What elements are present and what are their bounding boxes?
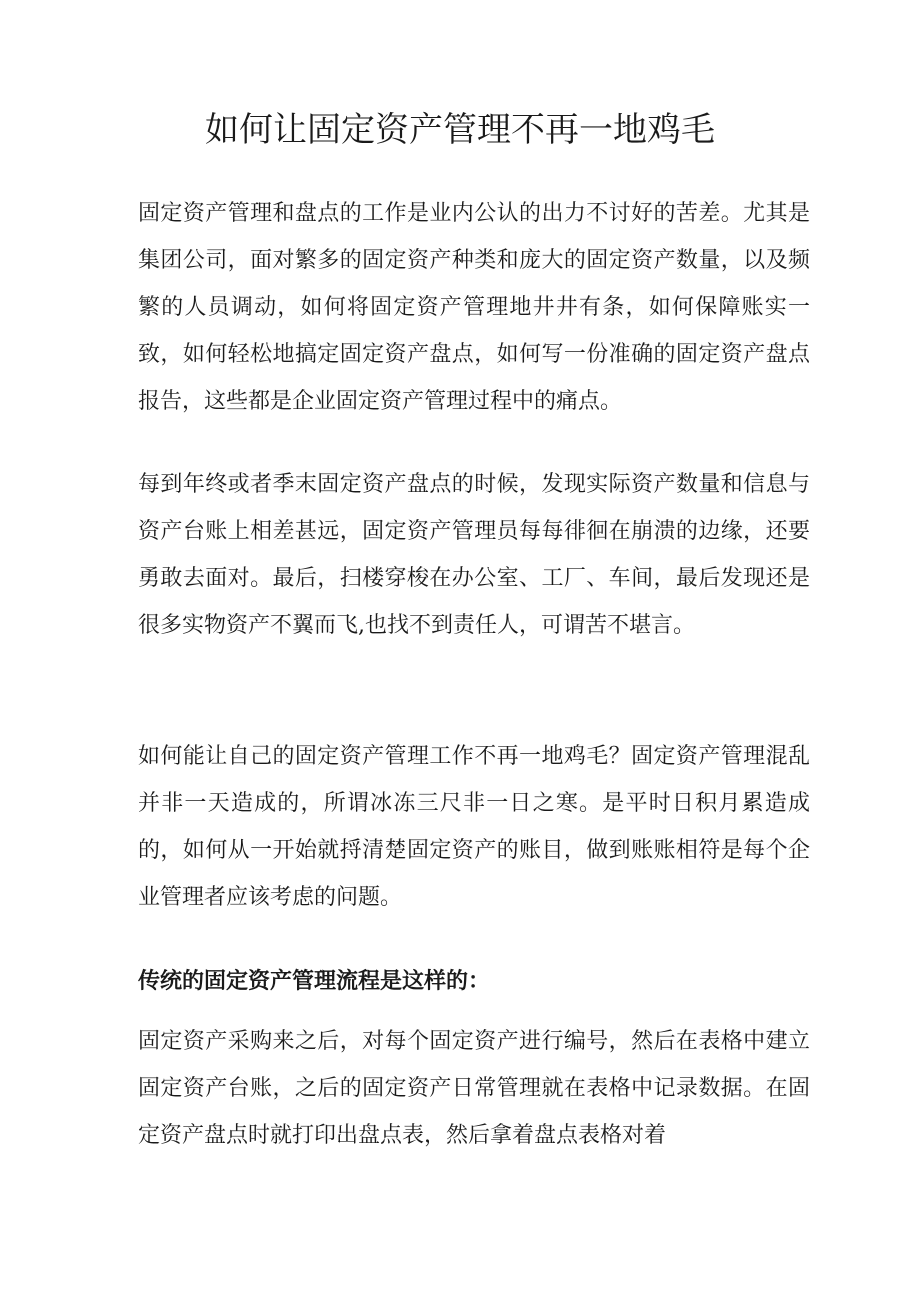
- document-title: 如何让固定资产管理不再一地鸡毛: [205, 110, 715, 150]
- paragraph-2: 每到年终或者季末固定资产盘点的时候，发现实际资产数量和信息与资产台账上相差甚远，固定资产管理员每每徘徊在崩溃的边缘，还要勇敢去面对。最后，扫楼穿梭在办公室、工厂、车间，最后发现还是很多实物资产不翼而飞,也找不到责任人，可谓苦不堪言。: [138, 472, 810, 638]
- section-heading: 传统的固定资产管理流程是这样的：: [138, 968, 491, 994]
- paragraph-3: 如何能让自己的固定资产管理工作不再一地鸡毛？固定资产管理混乱并非一天造成的，所谓冰冻三尺非一日之寒。是平时日积月累造成的，如何从一开始就捋清楚固定资产的账目，做到账账相符是每个企业管理者应该考虑的问题。: [138, 744, 810, 910]
- paragraph-4: 固定资产采购来之后，对每个固定资产进行编号，然后在表格中建立固定资产台账，之后的固定资产日常管理就在表格中记录数据。在固定资产盘点时就打印出盘点表，然后拿着盘点表格对着: [138, 1029, 810, 1148]
- paragraph-1: 固定资产管理和盘点的工作是业内公认的出力不讨好的苦差。尤其是集团公司，面对繁多的固定资产种类和庞大的固定资产数量，以及频繁的人员调动，如何将固定资产管理地井井有条，如何保障账实一致，如何轻松地搞定固定资产盘点，如何写一份准确的固定资产盘点报告，这些都是企业固定资产管理过程中的痛点。: [138, 201, 810, 414]
